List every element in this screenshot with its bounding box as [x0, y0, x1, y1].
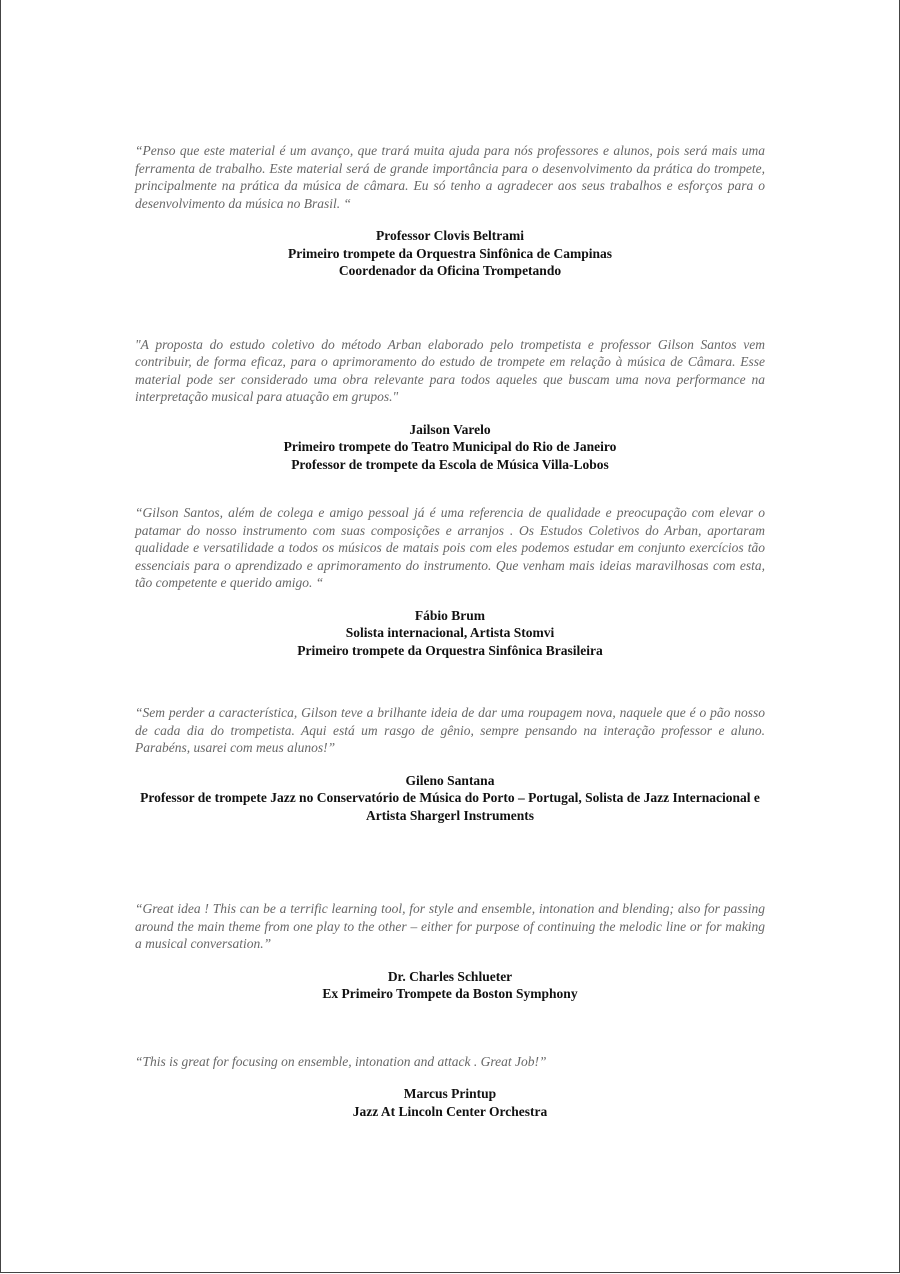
author-role: Primeiro trompete da Orquestra Sinfônica Brasileira: [297, 642, 603, 658]
testimonial-quote: “Penso que este material é um avanço, que trará muita ajuda para nós professores e alunos, pois será mais uma ferramenta de trabalho. Este material será de grande importância para o desenvolvimento da prática do trompete, principalmente na prática da música de câmara. Eu só tenho a agradecer aos seus trabalhos e esforços para o desenvolvimento da música no Brasil. “: [135, 143, 765, 211]
author-role: Primeiro trompete do Teatro Municipal do Rio de Janeiro: [283, 439, 617, 454]
author-name: Dr. Charles Schlueter: [387, 968, 513, 984]
author-role: Professor de trompete Jazz no Conservatório de Música do Porto – Portugal, Solista de Jazz Internacional e Artista Shargerl Instruments: [140, 790, 760, 823]
testimonial-quote: “Sem perder a característica, Gilson teve a brilhante ideia de dar uma roupagem nova, naquele que é o pão nosso de cada dia do trompetista. Aqui está um rasgo de gênio, sempre pensando na interação professor e aluno. Parabéns, usarei com meus alunos!”: [135, 705, 765, 755]
testimonial: [135, 142, 765, 280]
author-name: Marcus Printup: [403, 1086, 497, 1101]
testimonial-author-block: [135, 772, 765, 825]
author-name: Gileno Santana: [405, 772, 495, 788]
author-name: Fábio Brum: [414, 607, 486, 623]
testimonial: [135, 504, 765, 659]
author-name: Jailson Varelo: [409, 421, 491, 437]
testimonial-author-block: [135, 1085, 765, 1120]
testimonial-quote: “Gilson Santos, além de colega e amigo pessoal já é uma referencia de qualidade e preocupação com elevar o patamar do nosso instrumento com suas composições e arranjos . Os Estudos Coletivos do Arban, aportaram qualidade e versatilidade a todos os músicos de matais pois com eles podemos estudar em conjunto exercícios tão essenciais para o aprendizado e aprimoramento do instrumento. Que venham mais ideias maravilhosas com esta, tão competente e querido amigo. “: [135, 505, 765, 590]
author-role: Solista internacional, Artista Stomvi: [345, 625, 555, 640]
author-role: Professor de trompete da Escola de Música Villa-Lobos: [291, 456, 609, 472]
testimonial-author-block: [135, 607, 765, 660]
author-name: Professor Clovis Beltrami: [376, 228, 524, 243]
testimonial-author-block: [135, 227, 765, 280]
testimonials-page: [135, 142, 765, 1120]
testimonial: [135, 704, 765, 824]
testimonial-author-block: [135, 421, 765, 474]
author-role: Jazz At Lincoln Center Orchestra: [352, 1103, 548, 1119]
testimonial-quote: “This is great for focusing on ensemble, intonation and attack . Great Job!”: [135, 1053, 547, 1069]
testimonial-quote: "A proposta do estudo coletivo do método Arban elaborado pelo trompetista e professor Gilson Santos vem contribuir, de forma eficaz, para o aprimoramento do estudo de trompete em relação à música de Câmara. Esse material pode ser considerado uma obra relevante para todos aqueles que buscam uma nova performance na interpretação musical para atuação em grupos.": [135, 336, 765, 404]
testimonial: [135, 900, 765, 1003]
author-role: Primeiro trompete da Orquestra Sinfônica de Campinas: [288, 245, 612, 261]
author-role: Ex Primeiro Trompete da Boston Symphony: [322, 986, 578, 1001]
testimonial-quote: “Great idea ! This can be a terrific learning tool, for style and ensemble, intonation and blending; also for passing around the main theme from one play to the other – either for purpose of continuing the melodic line or for making a musical conversation.”: [135, 901, 765, 951]
author-role: Coordenador da Oficina Trompetando: [338, 263, 562, 278]
testimonial: [135, 1053, 765, 1121]
testimonial: [135, 336, 765, 474]
testimonial-author-block: [135, 968, 765, 1003]
